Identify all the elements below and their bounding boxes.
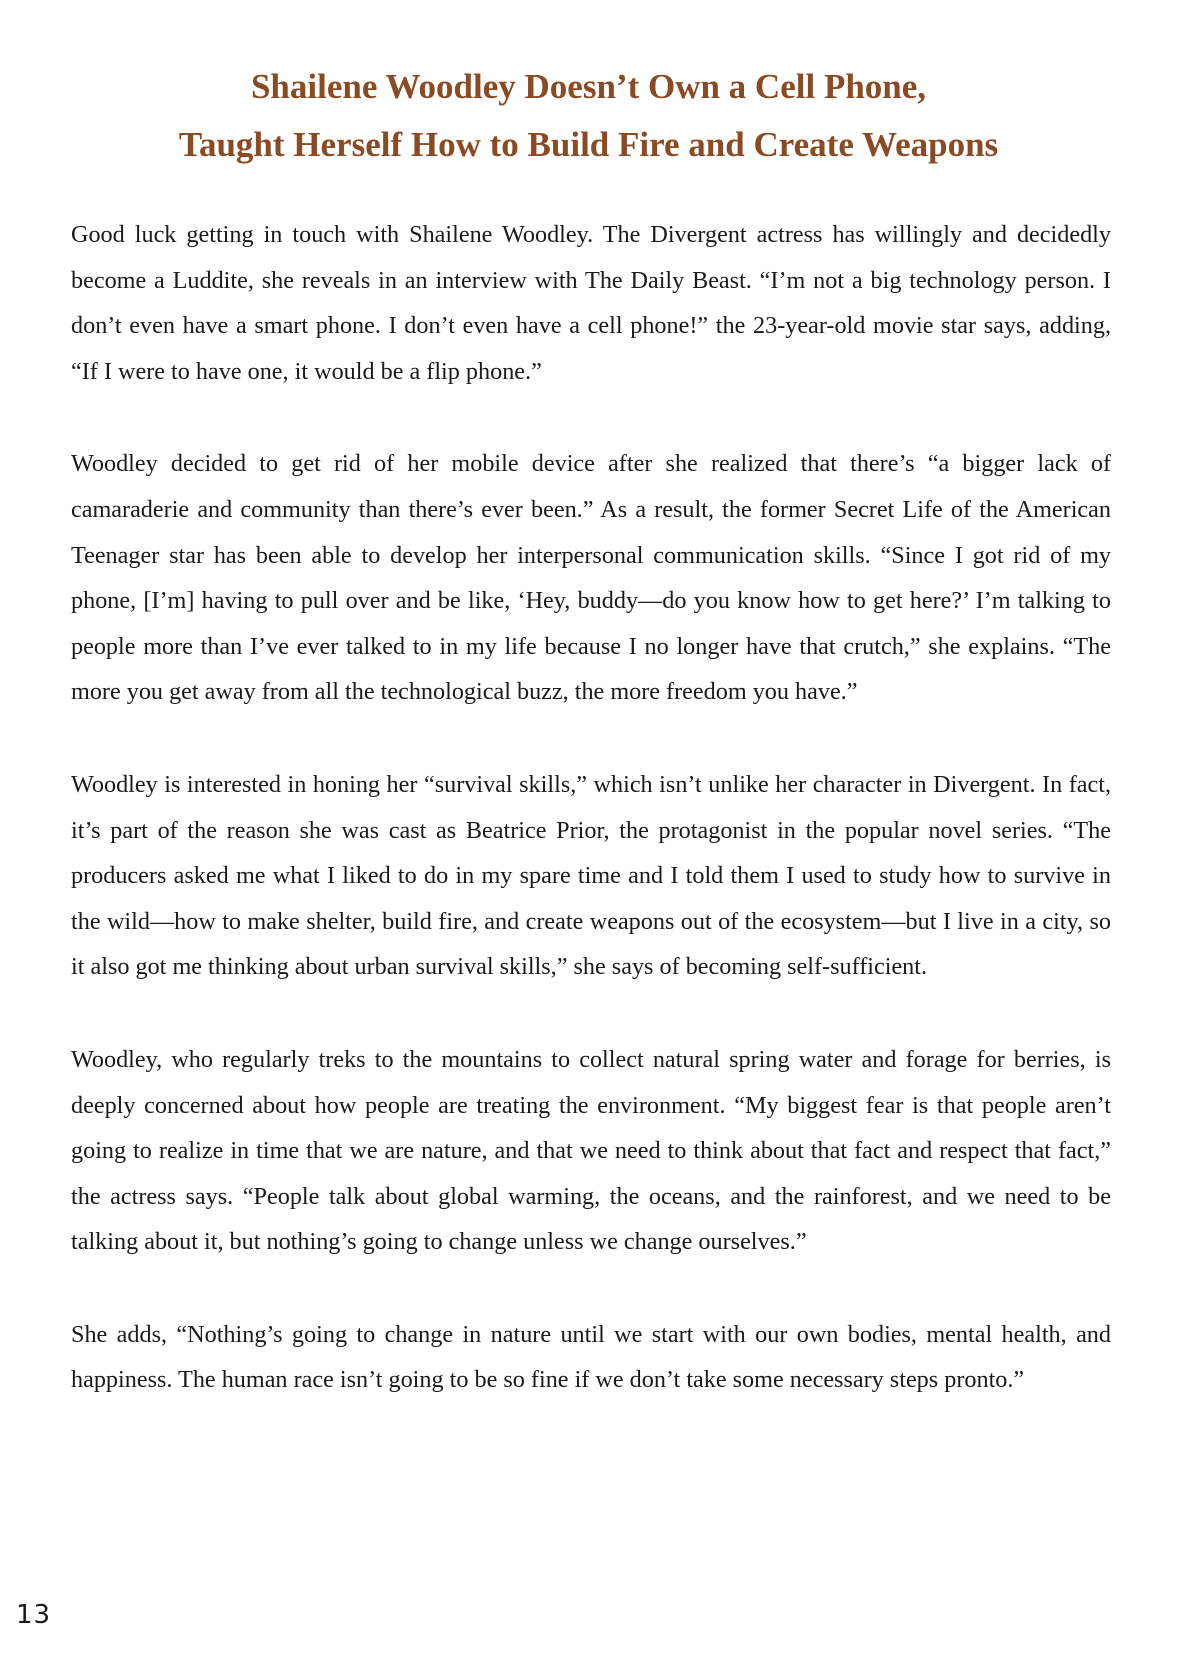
paragraph-1: Good luck getting in touch with Shailene Woodley. The Divergent actress has willingly and decidedly become a Luddite, she reveals in an interview with The Daily Beast. “I’m not a big technology person. I don’t even have a smart phone. I don’t even have a cell phone!” the 23-year-old movie star says, adding, “If I were to have one, it would be a flip phone.” — [71, 221, 1111, 385]
title-line-2: Taught Herself How to Build Fire and Create Weapons — [178, 125, 999, 164]
paragraph-2: Woodley decided to get rid of her mobile device after she realized that there’s “a bigger lack of camaraderie and community than there’s ever been.” As a result, the former Secret Life of the American Teenager star has been able to develop her interpersonal communication skills. “Since I got rid of my phone, [I’m] having to pull over and be like, ‘Hey, buddy—do you know how to get here?’ I’m talking to people more than I’ve ever talked to in my life because I no longer have that crutch,” she explains. “The more you get away from all the technological buzz, the more freedom you have.” — [71, 450, 1111, 706]
article-title — [0, 58, 1177, 174]
paragraph-4: Woodley, who regularly treks to the mountains to collect natural spring water and forage for berries, is deeply concerned about how people are treating the environment. “My biggest fear is that people aren’t going to realize in time that we are nature, and that we need to think about that fact and respect that fact,” the actress says. “People talk about global warming, the oceans, and the rainforest, and we need to be talking about it, but nothing’s going to change unless we change ourselves.” — [71, 1045, 1111, 1256]
title-line-1: Shailene Woodley Doesn’t Own a Cell Phone, — [250, 67, 927, 106]
paragraph-3: Woodley is interested in honing her “survival skills,” which isn’t unlike her character in Divergent. In fact, it’s part of the reason she was cast as Beatrice Prior, the protagonist in the popular novel series. “The producers asked me what I liked to do in my spare time and I told them I used to study how to survive in the wild—how to make shelter, build fire, and create weapons out of the ecosystem—but I live in a city, so it also got me thinking about urban survival skills,” she says of becoming self-sufficient. — [71, 770, 1111, 981]
paragraph-5: She adds, “Nothing’s going to change in nature until we start with our own bodies, mental health, and happiness. The human race isn’t going to be so fine if we don’t take some necessary steps pronto.” — [71, 1320, 1111, 1394]
article-body — [71, 212, 1111, 1450]
page-number: 13 — [16, 1600, 52, 1630]
